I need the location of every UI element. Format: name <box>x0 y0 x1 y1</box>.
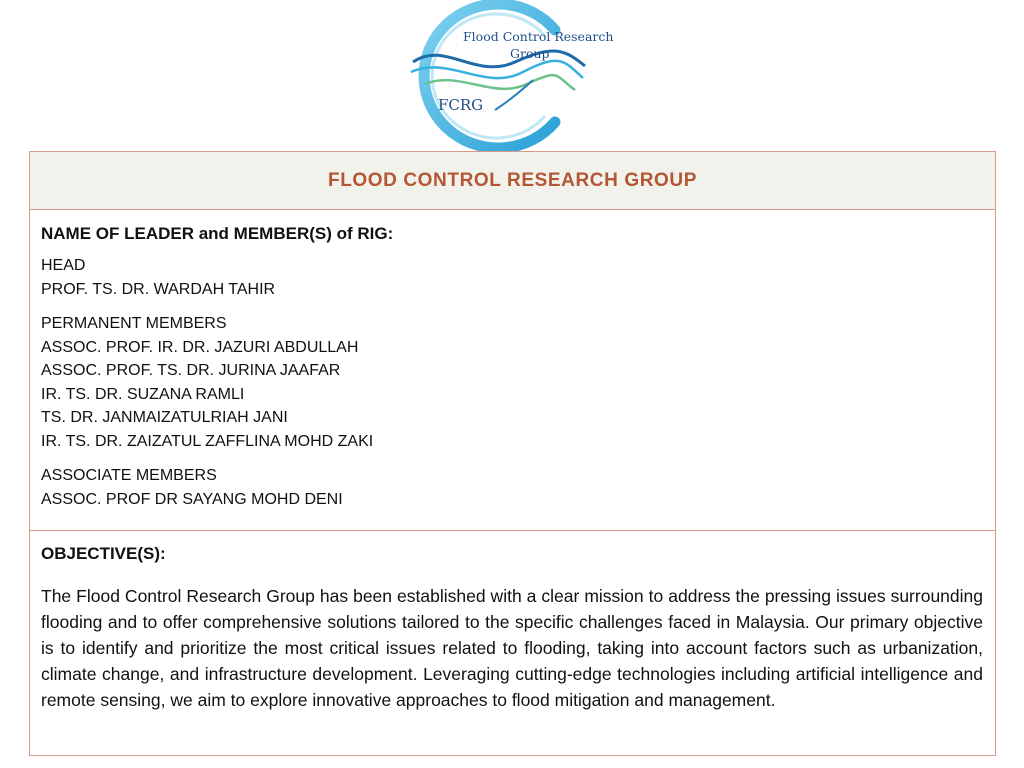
member-name: ASSOC. PROF DR SAYANG MOHD DENI <box>41 490 343 508</box>
member-name: PROF. TS. DR. WARDAH TAHIR <box>41 280 276 298</box>
member-name: TS. DR. JANMAIZATULRIAH JANI <box>41 409 288 426</box>
permanent-members-group <box>41 312 984 453</box>
objective-label: OBJECTIVE(S): <box>41 544 166 563</box>
members-section <box>30 210 996 531</box>
research-group-card <box>29 151 996 756</box>
logo-title-line2: Group <box>510 46 550 61</box>
member-name: ASSOC. PROF. IR. DR. JAZURI ABDULLAH <box>41 338 359 356</box>
group-title: FLOOD CONTROL RESEARCH GROUP <box>30 152 996 210</box>
head-heading: HEAD <box>41 257 86 274</box>
members-label: NAME OF LEADER and MEMBER(S) of RIG: <box>41 224 394 243</box>
logo-title-line1: Flood Control Research <box>463 29 614 44</box>
permanent-heading: PERMANENT MEMBERS <box>41 315 227 332</box>
logo-abbreviation: FCRG <box>438 96 484 114</box>
associate-members-group <box>41 464 984 511</box>
logo-emblem-graphic <box>405 0 595 152</box>
fcrg-logo <box>405 0 614 152</box>
head-group <box>41 254 984 301</box>
associate-heading: ASSOCIATE MEMBERS <box>41 467 217 484</box>
objective-text: The Flood Control Research Group has been established with a clear mission to address the pressing issues surrounding flooding and to offer comprehensive solutions tailored to the specific challenges faced in Malaysia. Our primary objective is to identify and prioritize the most critical issues related to flooding, taking into account factors such as urbanization, climate change, and infrastructure development. Leveraging cutting-edge technologies including artificial intelligence and remote sensing, we aim to explore innovative approaches to flood mitigation and management. <box>41 586 983 710</box>
objective-section <box>30 531 996 756</box>
member-name: IR. TS. DR. SUZANA RAMLI <box>41 385 245 403</box>
member-name: IR. TS. DR. ZAIZATUL ZAFFLINA MOHD ZAKI <box>41 432 374 450</box>
member-name: ASSOC. PROF. TS. DR. JURINA JAAFAR <box>41 362 341 379</box>
